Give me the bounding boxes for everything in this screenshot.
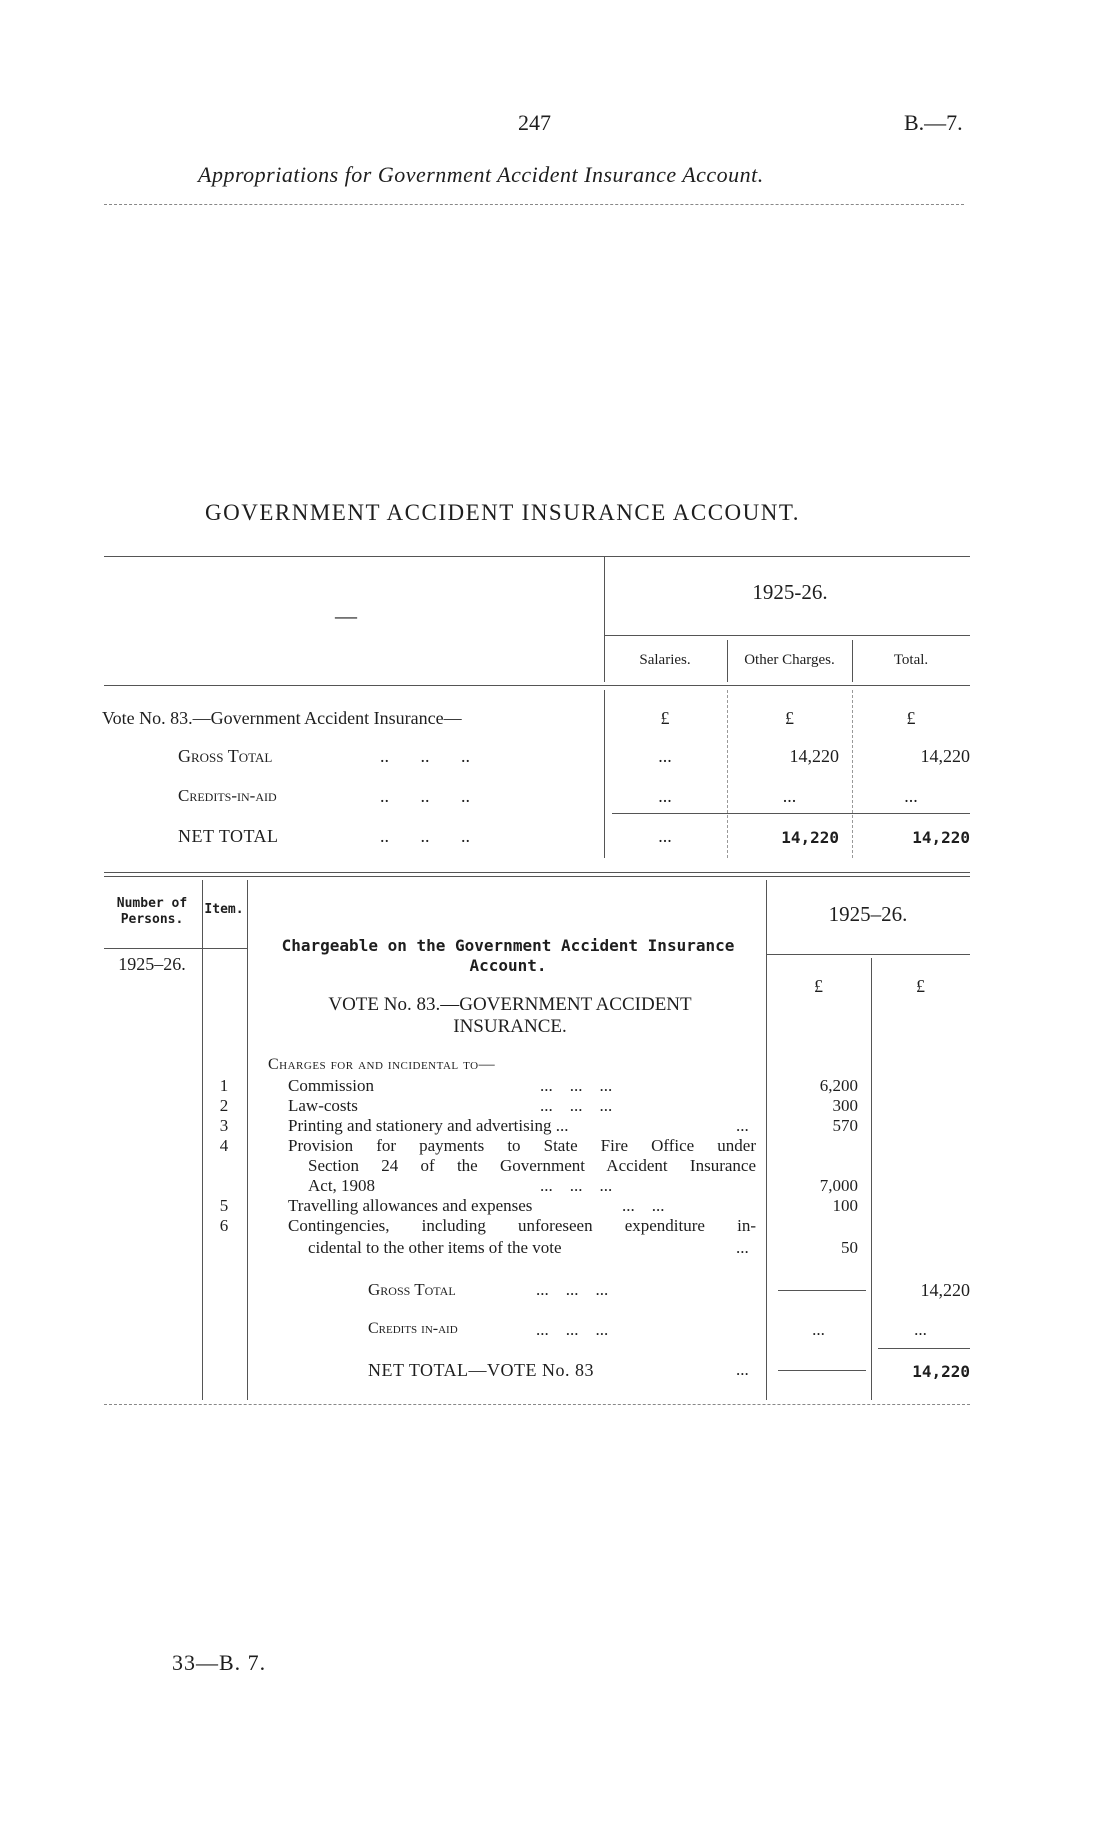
detail-persons-rule xyxy=(104,948,247,949)
summary-row-other: 14,220 xyxy=(789,746,839,766)
detail-item-dots: ... xyxy=(736,1238,749,1257)
detail-total-col1: ... xyxy=(812,1320,825,1339)
detail-item-text: Section 24 of the Government Accident Insurance xyxy=(308,1156,756,1175)
detail-item-number: 2 xyxy=(219,1096,229,1115)
detail-item-dots: ... ... ... xyxy=(540,1096,613,1115)
detail-item-amount: 6,200 xyxy=(819,1076,858,1095)
detail-item-amount: 50 xyxy=(841,1238,858,1257)
summary-row-dots: .. .. .. xyxy=(380,786,470,806)
summary-currency-other: £ xyxy=(785,708,794,728)
summary-row-label: Gross Total xyxy=(178,746,273,766)
detail-total-col2: 14,220 xyxy=(912,1362,970,1381)
running-title: Appropriations for Government Accident Insurance Account. xyxy=(198,162,764,187)
detail-total-label: NET TOTAL—VOTE No. 83 xyxy=(368,1360,595,1380)
header-rule xyxy=(104,204,964,205)
detail-item-number: 5 xyxy=(219,1196,229,1215)
summary-row-dots: .. .. .. xyxy=(380,746,470,766)
detail-total-dots: ... ... ... xyxy=(536,1280,609,1299)
summary-net-rule xyxy=(612,813,970,814)
detail-item-text: Printing and stationery and advertising ... xyxy=(288,1116,569,1135)
summary-header-rule xyxy=(104,685,970,686)
summary-row-salaries: ... xyxy=(658,786,672,806)
detail-item-text: Contingencies, including unforeseen expenditure in- xyxy=(288,1216,756,1235)
summary-body-divider-2 xyxy=(852,690,853,858)
detail-heading: Chargeable on the Government Accident Insurance Account. xyxy=(281,936,735,975)
summary-col-salaries: Salaries. xyxy=(639,652,691,668)
detail-item-number: 1 xyxy=(219,1076,229,1095)
summary-row-total: ... xyxy=(904,786,918,806)
summary-body-divider xyxy=(604,690,605,858)
detail-year: 1925–26. xyxy=(828,902,908,926)
summary-row-dots: .. .. .. xyxy=(380,826,470,846)
detail-vote-title: VOTE No. 83.—GOVERNMENT ACCIDENT INSURANCE. xyxy=(328,994,692,1037)
detail-item-amount: 300 xyxy=(832,1096,858,1115)
detail-bottom-rule xyxy=(104,1404,970,1405)
summary-row-salaries: ... xyxy=(658,826,672,846)
detail-item-amount: 100 xyxy=(832,1196,858,1215)
detail-col-item: Item. xyxy=(204,902,244,917)
detail-col-persons: Number of Persons. xyxy=(116,896,188,927)
detail-total-dots: ... ... ... xyxy=(536,1320,609,1339)
detail-item-dots: ... ... ... xyxy=(540,1176,613,1195)
summary-row-other: ... xyxy=(782,786,797,806)
detail-currency-1: £ xyxy=(814,976,823,996)
detail-item-text: Law-costs xyxy=(288,1096,358,1115)
detail-item-number: 3 xyxy=(219,1116,229,1135)
summary-currency-salaries: £ xyxy=(660,708,670,728)
footer-signature: 33—B. 7. xyxy=(172,1650,267,1675)
summary-left-header: — xyxy=(335,603,357,628)
detail-year-rule xyxy=(766,954,970,955)
detail-total-dots: ... xyxy=(736,1360,749,1379)
detail-item-text: Commission xyxy=(288,1076,374,1095)
detail-total-label: Gross Total xyxy=(368,1280,456,1299)
detail-item-amount: 7,000 xyxy=(819,1176,858,1195)
summary-row-other: 14,220 xyxy=(781,828,839,847)
summary-col-other: Other Charges. xyxy=(744,652,835,668)
summary-row-salaries: ... xyxy=(658,746,672,766)
summary-vote-line: Vote No. 83.—Government Accident Insurance— xyxy=(102,708,462,728)
summary-row-total: 14,220 xyxy=(920,746,970,766)
summary-top-rule xyxy=(104,556,970,557)
summary-title: GOVERNMENT ACCIDENT INSURANCE ACCOUNT. xyxy=(205,500,800,525)
summary-year: 1925-26. xyxy=(752,580,828,604)
detail-col-divider-item xyxy=(247,880,248,1400)
detail-net-col1-rule xyxy=(778,1370,866,1371)
detail-item-dots: ... xyxy=(736,1116,749,1135)
detail-top-rule-2 xyxy=(104,876,970,877)
detail-gross-rule xyxy=(778,1290,866,1291)
summary-currency-total: £ xyxy=(906,708,916,728)
detail-item-text: Act, 1908 xyxy=(308,1176,376,1195)
detail-currency-2: £ xyxy=(916,976,925,996)
detail-item-number: 6 xyxy=(219,1216,229,1235)
summary-row-label: Credits-in-aid xyxy=(178,786,277,805)
page-number: 247 xyxy=(518,110,551,135)
summary-row-total: 14,220 xyxy=(912,828,970,847)
detail-total-label: Credits in-aid xyxy=(368,1320,458,1337)
detail-charges-heading: Charges for and incidental to— xyxy=(268,1056,496,1073)
detail-persons-year: 1925–26. xyxy=(118,954,186,974)
detail-net-rule xyxy=(878,1348,970,1349)
summary-body-divider-1 xyxy=(727,690,728,858)
document-reference: B.—7. xyxy=(904,110,963,135)
detail-item-dots: ... ... xyxy=(622,1196,665,1215)
detail-item-number: 4 xyxy=(219,1136,229,1155)
summary-col-total: Total. xyxy=(893,652,929,668)
summary-year-rule xyxy=(604,635,970,636)
detail-item-dots: ... ... ... xyxy=(540,1076,613,1095)
detail-total-col2: 14,220 xyxy=(920,1280,970,1300)
detail-item-text: Provision for payments to State Fire Office under xyxy=(288,1136,756,1155)
detail-total-col2: ... xyxy=(914,1320,927,1339)
summary-row-label: NET TOTAL xyxy=(178,826,279,846)
detail-top-rule xyxy=(104,872,970,873)
detail-item-amount: 570 xyxy=(832,1116,858,1135)
detail-item-text: Travelling allowances and expenses xyxy=(288,1196,533,1215)
detail-item-text: cidental to the other items of the vote xyxy=(308,1238,562,1257)
